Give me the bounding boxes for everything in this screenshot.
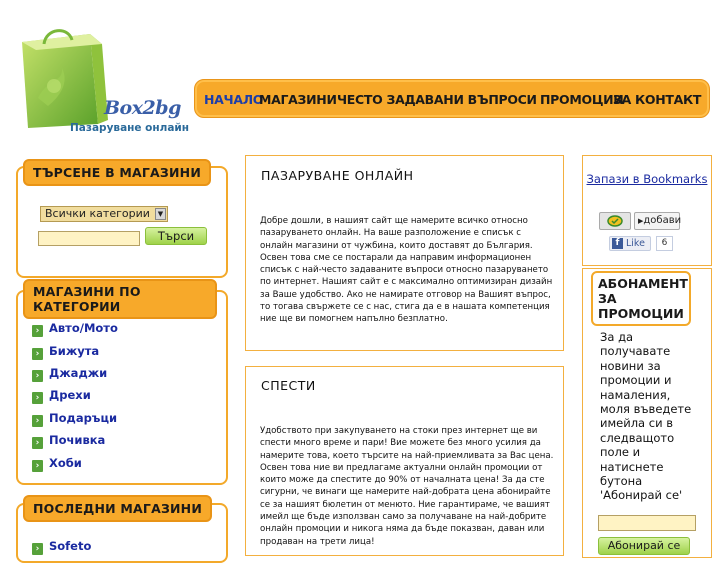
add-bookmark-button[interactable] — [599, 212, 631, 230]
chevron-right-icon: › — [32, 543, 43, 555]
category-item[interactable]: › Бижута — [32, 344, 99, 360]
nav-contact[interactable]: ЗА КОНТАКТ — [613, 92, 702, 107]
main-nav — [194, 79, 710, 118]
article-text: Удобството при закупуването на стоки през интернет ще ви спести много време и пари! Вие можете без много усилия да намерите това, което търсите на най-приемливата за Вас цена. Освен това ние ви предлагаме актуални онлайн промоции от които може да спестите до 90% от началната цена! За да сте сигурни, че винаги ще намерите най-добрата цена абонирайте се за нашият бюлетин от менюто. Ние гарантираме, че вашият имейл ще бъде използван само за получаване на най-добрите онлайн промоции и никога няма да бъде показван, даван или продаван на трети лица! — [260, 426, 554, 547]
nav-promotions[interactable]: ПРОМОЦИИ — [540, 92, 624, 107]
category-item[interactable]: › Дрехи — [32, 388, 91, 404]
subscribe-title: АБОНАМЕНТ ЗА ПРОМОЦИИ — [591, 271, 691, 326]
category-item[interactable]: › Авто/Мото — [32, 321, 118, 337]
nav-home[interactable]: НАЧАЛО — [204, 92, 264, 107]
chevron-right-icon: › — [32, 460, 43, 472]
category-select[interactable] — [40, 206, 168, 222]
category-item[interactable]: › Подаръци — [32, 411, 117, 427]
article-save — [245, 366, 564, 556]
nav-stores[interactable]: МАГАЗИНИ — [259, 92, 337, 107]
article-online-shopping — [245, 155, 564, 351]
subscribe-button[interactable]: Абонирай се — [598, 537, 690, 555]
bookmark-link[interactable]: Запази в Bookmarks — [586, 172, 708, 186]
chevron-right-icon: › — [32, 437, 43, 449]
article-title: ПАЗАРУВАНЕ ОНЛАЙН — [261, 168, 414, 183]
chevron-right-icon: › — [32, 392, 43, 404]
subscribe-email-input[interactable] — [598, 515, 696, 531]
like-count: 6 — [656, 236, 673, 251]
facebook-icon: f — [612, 238, 623, 249]
chevron-down-icon[interactable]: ▼ — [155, 208, 166, 220]
bookmark-icon — [600, 213, 630, 229]
category-item[interactable]: › Почивка — [32, 433, 105, 449]
category-select-value: Всички категории — [45, 207, 150, 220]
logo-tagline: Пазаруване онлайн — [70, 122, 190, 134]
play-icon: ▶ — [638, 217, 644, 225]
chevron-right-icon: › — [32, 370, 43, 382]
category-item[interactable]: › Джаджи — [32, 366, 107, 382]
search-button[interactable]: Търси — [145, 227, 207, 245]
bookmarks-panel — [582, 155, 712, 266]
category-item[interactable]: › Хоби — [32, 456, 82, 472]
logo-name: Box2bg — [104, 97, 181, 119]
latest-stores-title: ПОСЛЕДНИ МАГАЗИНИ — [23, 495, 212, 522]
nav-faq[interactable]: ЧЕСТО ЗАДАВАНИ ВЪПРОСИ — [337, 92, 537, 107]
chevron-right-icon: › — [32, 415, 43, 427]
subscribe-text: За да получавате новини за промоции и намаления, моля въведете имейла си в следващото поле и натиснете бутона 'Абонирай се' — [600, 330, 692, 503]
article-title: СПЕСТИ — [261, 378, 316, 393]
categories-panel-title: МАГАЗИНИ ПО КАТЕГОРИИ — [23, 279, 217, 319]
chevron-right-icon: › — [32, 348, 43, 360]
search-input[interactable] — [38, 231, 140, 246]
latest-store-item[interactable]: › Sofeto — [32, 539, 91, 555]
search-panel-title: ТЪРСЕНЕ В МАГАЗИНИ — [23, 159, 211, 186]
chevron-right-icon: › — [32, 325, 43, 337]
add-button[interactable]: ▶добави — [634, 212, 680, 230]
article-text: Добре дошли, в нашият сайт ще намерите всичко относно пазаруването онлайн. На вашe разположение е списък с онлайн магазини от чужбина, които доставят до България. Освен това сме се постарали да направим информационен списък с най-често задаваните въпроси относно пазаруването по интернет. Нашият сайт е с максимално оптимизиран дизайн за Ваше удобство. Ако не намирате отговор на Вашият въпрос, то тогава свържете се с нас, стига да е в нашата компетенция ние ще ви помогнем напълно безплатно. — [260, 216, 553, 325]
facebook-like-button[interactable]: f Like — [609, 236, 651, 251]
